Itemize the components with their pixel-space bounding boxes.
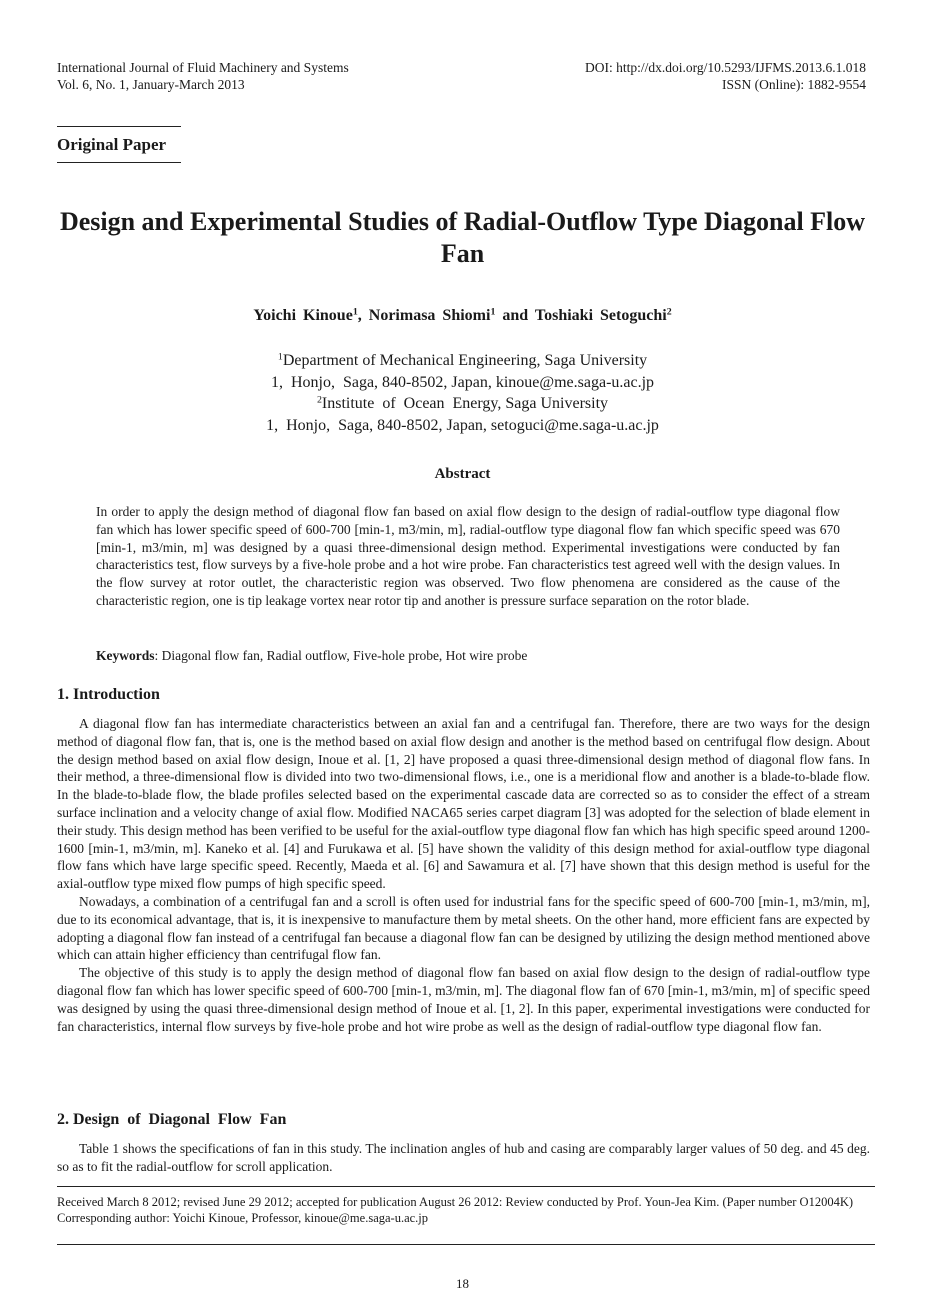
paper-type-rule-bottom xyxy=(57,162,181,163)
footnote-rule-top xyxy=(57,1186,875,1187)
author-name: Norimasa Shiomi xyxy=(368,307,491,324)
author-separator: and xyxy=(495,307,535,324)
author-affiliation-mark: 1 xyxy=(490,306,496,318)
keywords xyxy=(96,648,840,664)
author-affiliation-mark: 1 xyxy=(352,306,358,318)
author-name: Toshiaki Setoguchi xyxy=(534,307,667,324)
author-list xyxy=(0,307,925,325)
section-introduction-body xyxy=(57,715,870,1035)
page-number: 18 xyxy=(456,1276,469,1291)
affiliation-2 xyxy=(0,393,925,415)
affiliations xyxy=(0,350,925,436)
section-heading-introduction: 1. Introduction xyxy=(57,686,160,703)
keywords-text: : Diagonal flow fan, Radial outflow, Five-hole probe, Hot wire probe xyxy=(154,648,528,663)
section-design-body xyxy=(57,1140,870,1176)
affiliation-address: 1, Honjo, Saga, 840-8502, Japan, kinoue@me.saga-u.ac.jp xyxy=(270,373,655,391)
corresponding-author: Corresponding author: Yoichi Kinoue, Professor, kinoue@me.saga-u.ac.jp xyxy=(57,1211,429,1225)
affiliation-dept: Department of Mechanical Engineering, Saga University xyxy=(282,352,648,369)
affiliation-mark: 2 xyxy=(316,394,322,406)
section-heading-design: 2. Design of Diagonal Flow Fan xyxy=(57,1111,287,1128)
paragraph: Nowadays, a combination of a centrifugal fan and a scroll is often used for industrial fans for the specific speed of 600-700 [min-1, m3/min, m], due to its economical advantage, that is, it is inexpensive to manufacture them by metal sheets. On the other hand, more efficient fans are expected by adopting a diagonal flow fan instead of a centrifugal fan because a diagonal flow fan can be designed by utilizing the design method mentioned above which can attain higher efficiency than centrifugal flow fan. xyxy=(57,893,870,963)
author-separator: , xyxy=(357,307,369,324)
keywords-label: Keywords xyxy=(96,648,155,663)
paragraph: The objective of this study is to apply the design method of diagonal flow fan based on axial flow design to the design of radial-outflow type diagonal flow fan which has lower specific speed of 600-700 [min-1, m3/min, m]. The diagonal flow fan of 670 [min-1, m3/min, m] of specific speed was designed by using the quasi three-dimensional design method of Inoue et al. [1, 2]. In this paper, experimental investigations were conducted for fan characteristics, internal flow surveys by five-hole probe and hot wire probe as well as the design of radial-outflow type diagonal flow fan. xyxy=(57,965,870,1034)
doi-link[interactable]: DOI: http://dx.doi.org/10.5293/IJFMS.2013.6.1.018 xyxy=(584,60,866,75)
paper-title: Design and Experimental Studies of Radial-Outflow Type Diagonal Flow Fan xyxy=(59,207,866,268)
affiliation-mark: 1 xyxy=(277,351,283,363)
affiliation-1 xyxy=(0,350,925,372)
author-affiliation-mark: 2 xyxy=(666,306,672,318)
paper-type: Original Paper xyxy=(57,135,167,154)
footnote-rule-bottom xyxy=(57,1244,875,1245)
affiliation-address: 1, Honjo, Saga, 840-8502, Japan, setoguci@me.saga-u.ac.jp xyxy=(266,416,659,434)
author-name: Yoichi Kinoue xyxy=(253,307,353,324)
footnote xyxy=(57,1194,875,1226)
paper-type-rule-top xyxy=(57,126,181,127)
affiliation-dept: Institute of Ocean Energy, Saga University xyxy=(321,395,609,412)
abstract-text: In order to apply the design method of diagonal flow fan based on axial flow design to the design of radial-outflow type diagonal flow fan which has lower specific speed of 600-700 [min-1, m3/min, m], radial-outflow type diagonal flow fan which specific speed was 670 [min-1, m3/min, m] was designed by a quasi three-dimensional design method. Experimental investigations were conducted by fan characteristics test, flow surveys by a five-hole probe and a hot wire probe. Fan characteristics test agreed well with the design values. In the flow survey at rotor outlet, the characteristic region was observed. Two flow phenomena are considered as the cause of the characteristic region, one is tip leakage vortex near rotor tip and another is pressure surface separation on the rotor blade. xyxy=(96,504,840,608)
received-note: Received March 8 2012; revised June 29 2012; accepted for publication August 26 2012: Review conducted by Prof. Youn-Jea Kim. (Paper number O12004K) xyxy=(57,1195,854,1209)
journal-name: International Journal of Fluid Machinery and Systems xyxy=(57,60,349,75)
abstract-heading: Abstract xyxy=(434,466,491,482)
paragraph: A diagonal flow fan has intermediate characteristics between an axial fan and a centrifugal fan. Therefore, there are two ways for the design method of diagonal flow fan, that is, one is the method based on axial flow design and another is the method based on centrifugal flow design. About the design method based on axial flow design, Inoue et al. [1, 2] have proposed a quasi three-dimensional design method of diagonal flow fans. In their method, a three-dimensional flow is divided into two two-dimensional flows, i.e., one is a meridional flow and another is a blade-to-blade flow. In the blade-to-blade flow, the blade profiles selected based on the experimental cascade data are corrected so as to consider the effect of a stream surface inclination and a velocity change of axial flow. Modified NACA65 series carpet diagram [3] was adopted for the selection of blade element in their study. This design method has been verified to be useful for the axial-outflow type diagonal flow fan which has high specific speed around 1200-1600 [min-1, m3/min, m]. Kaneko et al. [4] and Furukawa et al. [5] have shown the validity of this design method for axial-outflow type diagonal flow fans which have large specific speed. Recently, Maeda et al. [6] and Sawamura et al. [7] have shown that this design method is useful for the axial-outflow type mixed flow pumps of high specific speed. xyxy=(57,716,870,892)
paragraph: Table 1 shows the specifications of fan in this study. The inclination angles of hub and casing are comparably larger values of 50 deg. and 45 deg. so as to fit the radial-outflow for scroll application. xyxy=(57,1141,870,1174)
running-header-right xyxy=(585,59,866,93)
volume-issue: Vol. 6, No. 1, January-March 2013 xyxy=(57,77,245,92)
running-header-left xyxy=(57,59,349,93)
issn: ISSN (Online): 1882-9554 xyxy=(722,77,866,92)
